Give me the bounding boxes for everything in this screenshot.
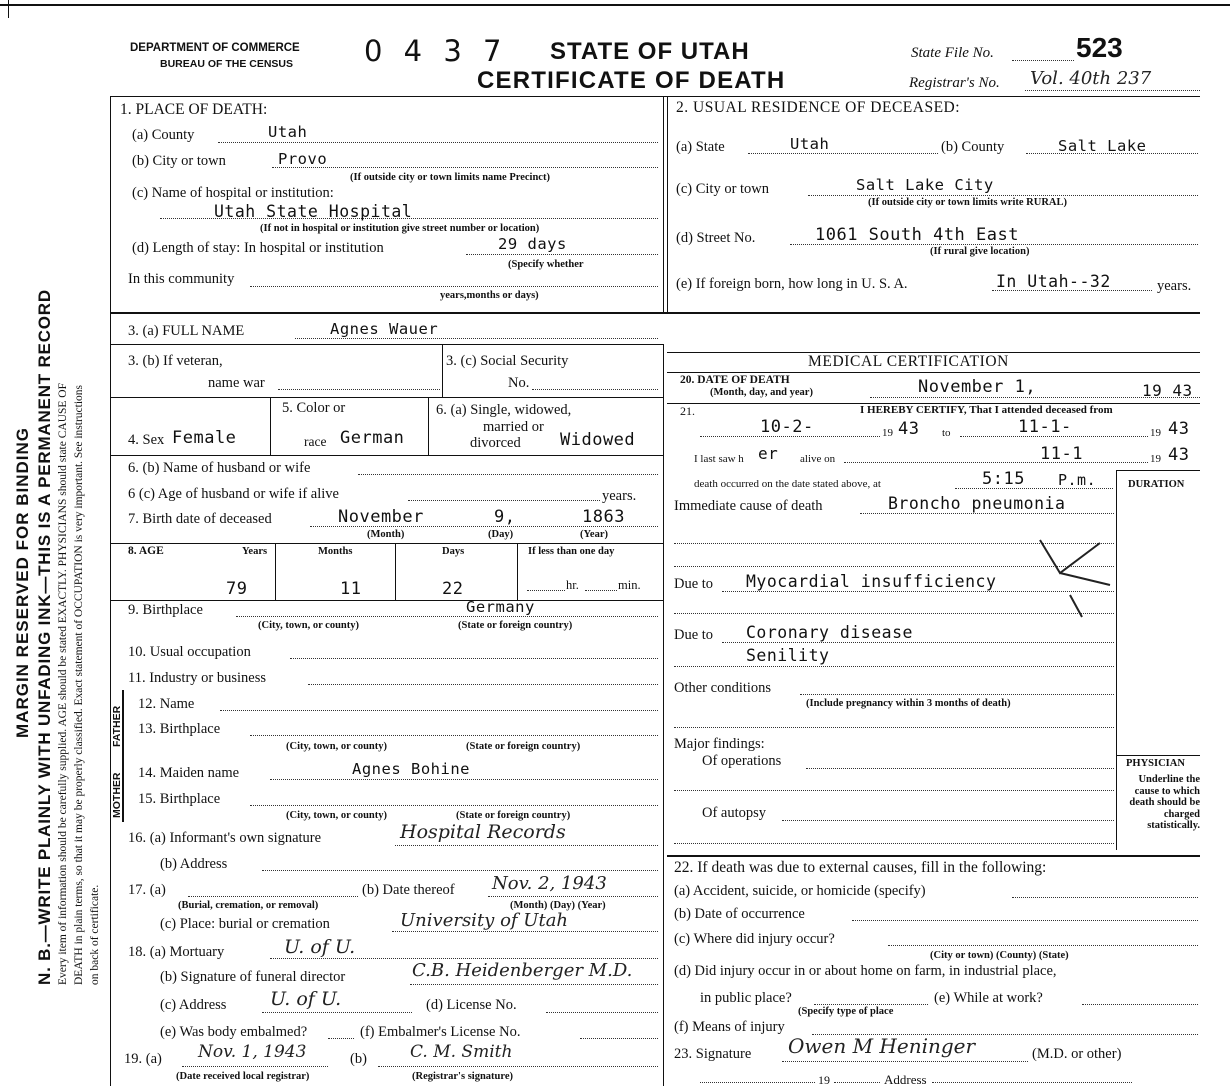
signature-address-label: Address [884,1072,927,1087]
embalmer-license-label: (f) Embalmer's License No. [360,1024,521,1040]
age-label: 8. AGE [128,545,164,557]
embalmed-label: (e) Was body embalmed? [160,1024,308,1040]
certificate-stamp-number: 0 4 3 7 [364,34,508,68]
physician-heading: PHYSICIAN [1126,758,1185,769]
registrar-signature: C. M. Smith [410,1042,513,1062]
foreign-value: In Utah--32 [996,272,1111,291]
birthplace-note-1: (City, town, or county) [258,620,360,631]
less-than-day-label: If less than one day [528,546,615,557]
due-to-2-value-b: Senility [746,646,830,665]
informant-signature-label: 16. (a) Informant's own signature [128,830,322,846]
due-to-1-value: Myocardial insufficiency [746,572,997,591]
margin-instructions-2: DEATH in plain terms, so that it may be properly classified. Exact statement of OCCUPATION is very important. See instructions [73,384,85,985]
burial-date-value: Nov. 2, 1943 [492,873,607,894]
burial-label: 17. (a) [128,882,166,898]
corner-mark [8,0,9,18]
county-label: (a) County [132,127,195,143]
physician-top [1116,755,1200,756]
margin-instructions-1: Every item of information should be carefully supplied. AGE should be stated EXACTLY. PHYSICIANS should state CAUSE OF [57,382,69,985]
date-of-death-note: (Month, day, and year) [710,387,813,398]
birthplace-label: 9. Birthplace [128,602,203,618]
received-note: (Date received local registrar) [176,1071,310,1082]
due-to-1-label: Due to [674,576,714,592]
father-birth-note-1: (City, town, or county) [286,741,388,752]
alive-on-year: 43 [1168,445,1190,465]
external-e-label: (e) While at work? [934,990,1043,1006]
residence-heading: 2. USUAL RESIDENCE OF DECEASED: [676,99,961,116]
burial-note: (Burial, cremation, or removal) [178,900,319,911]
attended-from-year: 43 [898,419,920,439]
father-side-label: FATHER [111,705,123,747]
burial-place-label: (c) Place: burial or cremation [160,916,330,932]
medical-heading: MEDICAL CERTIFICATION [808,353,1009,370]
registrar-label: Registrar's No. [909,75,1000,91]
hospital-note: (If not in hospital or institution give street number or location) [260,223,540,234]
immediate-cause-value: Broncho pneumonia [888,494,1066,513]
physician-signature: Owen M Heninger [788,1034,976,1058]
social-security-label: 3. (c) Social Security [446,353,569,369]
duration-label: DURATION [1128,479,1185,490]
signature-date-19: 19 [818,1073,830,1087]
state-file-label: State File No. [911,45,994,61]
rule-veteran [110,397,663,398]
other-conditions-note: (Include pregnancy within 3 months of death) [806,698,1011,709]
age-years-value: 79 [226,579,248,599]
center-divider [663,344,664,1086]
sex-divider [270,397,271,455]
informant-signature: Hospital Records [400,821,566,843]
attended-to-label: to [942,427,951,439]
of-autopsy-label: Of autopsy [702,805,767,821]
race-label: race [304,434,327,449]
address-2-label: (c) Address [160,997,227,1013]
rule-age-top [110,543,663,544]
marital-label-2: married or [483,419,544,435]
age-days-value: 22 [442,579,464,599]
father-birth-note-2: (State or foreign country) [466,741,581,752]
external-f-label: (f) Means of injury [674,1019,785,1035]
age-years-label: Years [242,546,268,557]
veteran-war-label: name war [208,375,265,391]
external-heading: 22. If death was due to external causes, fill in the following: [674,859,1047,876]
rule-name [110,344,663,345]
age-col-3 [517,543,518,600]
last-saw-her: er [758,444,779,463]
marital-label-3: divorced [470,435,521,451]
external-d-note: (Specify type of place [798,1006,894,1017]
age-col-2 [395,543,396,600]
mortuary-value: U. of U. [284,936,356,958]
alive-on-label: alive on [800,453,836,465]
maiden-name-value: Agnes Bohine [352,760,470,778]
hr-label: hr. [566,578,579,592]
burial-date-label: (b) Date thereof [362,882,455,898]
rule-age-bottom [110,600,663,601]
registrar-number: Vol. 40th 237 [1030,68,1152,89]
maiden-name-label: 14. Maiden name [138,765,240,781]
city-label: (b) City or town [132,153,226,169]
attended-from-19: 19 [882,427,893,439]
residence-city: Salt Lake City [856,176,994,194]
state-title: STATE OF UTAH [550,38,750,65]
birthplace-value: Germany [466,598,535,616]
external-b-label: (b) Date of occurrence [674,906,805,922]
mother-birth-note-2: (State or foreign country) [456,810,571,821]
birthplace-note-2: (State or foreign country) [458,620,573,631]
last-saw-label: I last saw h [694,453,744,465]
section-rule-1 [110,312,1200,314]
bureau-label: BUREAU OF THE CENSUS [160,58,294,70]
marital-value: Widowed [560,430,636,450]
alive-on-19: 19 [1150,453,1161,465]
state-file-number: 523 [1076,32,1123,63]
external-a-label: (a) Accident, suicide, or homicide (specify) [674,883,926,899]
certificate-title: CERTIFICATE OF DEATH [477,67,786,94]
attended-to: 11-1- [1018,417,1072,437]
received-label: 19. (a) [124,1051,162,1067]
foreign-suffix: years. [1157,278,1192,294]
duration-top [1116,470,1200,471]
age-col-1 [275,543,276,600]
stay-label: (d) Length of stay: In hospital or institution [132,240,384,256]
physician-note: Underline the cause to which death should be charged statistically. [1129,774,1200,831]
father-name-label: 12. Name [138,696,195,712]
city-note: (If outside city or town limits name Precinct) [350,172,550,183]
hospital-value: Utah State Hospital [214,202,413,221]
social-security-no-label: No. [508,375,530,391]
spouse-age-label: 6 (c) Age of husband or wife if alive [128,486,339,502]
street-label: (d) Street No. [676,230,756,246]
margin-instructions-3: on back of certificate. [89,884,101,985]
stay-value: 29 days [498,235,567,253]
mother-birthplace-label: 15. Birthplace [138,791,221,807]
signature-label: 23. Signature [674,1046,752,1062]
county-value: Utah [268,123,308,141]
of-operations-label: Of operations [702,753,782,769]
annotation-mark [1030,535,1120,645]
external-c-label: (c) Where did injury occur? [674,931,835,947]
age-months-value: 11 [340,579,362,599]
age-months-label: Months [318,546,353,557]
birth-month-note: (Month) [367,529,405,540]
residence-county-label: (b) County [941,139,1005,155]
industry-label: 11. Industry or business [128,670,267,686]
date-of-death-value: November 1, [918,377,1037,397]
address-2-value: U. of U. [270,988,342,1010]
foreign-label: (e) If foreign born, how long in U. S. A. [676,276,908,292]
spouse-label: 6. (b) Name of husband or wife [128,460,311,476]
immediate-cause-label: Immediate cause of death [674,498,823,514]
race-divider [428,397,429,455]
community-label: In this community [128,271,235,287]
occurred-label: death occurred on the date stated above, at [694,478,881,490]
top-rule [0,4,1230,6]
external-c-note: (City or town) (County) (State) [930,950,1069,961]
due-to-2-value: Coronary disease [746,623,913,642]
sex-value: Female [172,428,237,448]
frame-left [110,96,111,1086]
veteran-label: 3. (b) If veteran, [128,353,223,369]
duration-divider [1116,470,1117,850]
birth-month: November [338,507,424,527]
certify-text: I HEREBY CERTIFY, That I attended deceased from [860,404,1113,416]
frame-top [110,96,1200,97]
attended-to-19: 19 [1150,427,1161,439]
community-note: years,months or days) [440,290,539,301]
license-label: (d) License No. [426,997,517,1013]
residence-state: Utah [790,135,830,153]
funeral-director-label: (b) Signature of funeral director [160,969,346,985]
department-label: DEPARTMENT OF COMMERCE [130,42,300,54]
burial-date-note: (Month) (Day) (Year) [510,900,606,911]
medical-head-rule [667,372,1200,373]
street-note: (If rural give location) [930,246,1030,257]
funeral-director-signature: C.B. Heidenberger M.D. [412,960,633,981]
street-value: 1061 South 4th East [815,225,1019,245]
residence-city-label: (c) City or town [676,181,770,197]
registrar-note: (Registrar's signature) [412,1071,513,1082]
stay-note: (Specify whether [508,259,584,270]
birth-day-note: (Day) [488,529,514,540]
other-conditions-label: Other conditions [674,680,772,696]
time-of-death: 5:15 [982,469,1025,489]
full-name-label: 3. (a) FULL NAME [128,323,245,339]
residence-state-label: (a) State [676,139,725,155]
margin-binding-text: MARGIN RESERVED FOR BINDING [13,427,32,738]
marital-label-1: 6. (a) Single, widowed, [436,402,572,418]
birth-year: 1863 [582,507,625,527]
date-of-death-year: 19 43 [1142,381,1193,400]
date-of-death-label: 20. DATE OF DEATH [680,374,790,386]
birth-date-label: 7. Birth date of deceased [128,511,272,527]
due-to-2-label: Due to [674,627,714,643]
residence-city-note: (If outside city or town limits write RURAL) [868,197,1067,208]
external-d-label-2: in public place? [700,990,792,1006]
time-pm: P.m. [1058,471,1097,489]
divider-1-2 [663,96,664,312]
burial-place-value: University of Utah [400,910,569,931]
birth-day: 9, [494,507,516,527]
md-or-other-label: (M.D. or other) [1032,1046,1122,1062]
spouse-age-suffix: years. [602,488,637,504]
mortuary-label: 18. (a) Mortuary [128,944,225,960]
residence-county: Salt Lake [1058,137,1147,155]
certify-number: 21. [680,404,695,418]
min-label: min. [618,578,641,592]
place-of-death-heading: 1. PLACE OF DEATH: [120,101,268,118]
ss-divider [442,344,443,397]
rule-sex [110,455,663,456]
birth-year-note: (Year) [580,529,608,540]
registrar-sig-label: (b) [350,1051,367,1067]
age-days-label: Days [442,546,465,557]
rule-external [667,855,1200,857]
color-label: 5. Color or [282,400,346,416]
attended-from: 10-2- [760,417,814,437]
full-name-value: Agnes Wauer [330,320,439,338]
margin-warning-text: N. B.—WRITE PLAINLY WITH UNFADING INK—THIS IS A PERMANENT RECORD [35,289,54,985]
father-birthplace-label: 13. Birthplace [138,721,221,737]
sex-label: 4. Sex [128,432,165,448]
mother-side-label: MOTHER [111,772,123,818]
alive-on-value: 11-1 [1040,444,1083,464]
received-date: Nov. 1, 1943 [198,1042,307,1062]
hospital-label: (c) Name of hospital or institution: [132,185,334,201]
race-value: German [340,428,405,448]
major-findings-label: Major findings: [674,736,765,752]
city-value: Provo [278,150,328,168]
informant-address-label: (b) Address [160,856,228,872]
occupation-label: 10. Usual occupation [128,644,251,660]
mother-birth-note-1: (City, town, or county) [286,810,388,821]
attended-to-year: 43 [1168,419,1190,439]
divider-1-2b [667,96,668,312]
external-d-label: (d) Did injury occur in or about home on farm, in industrial place, [674,963,1057,979]
